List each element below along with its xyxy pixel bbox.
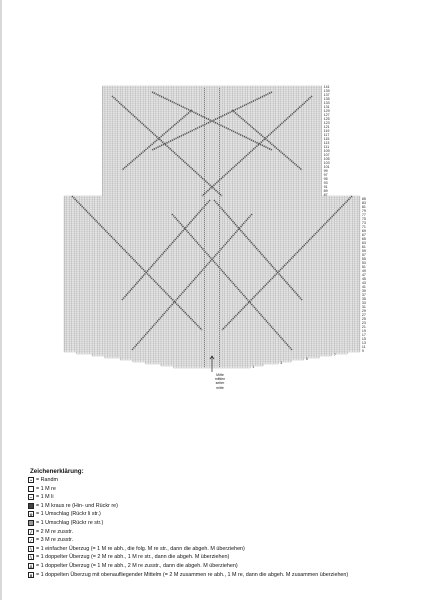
row-number: 39 [361,289,366,293]
row-number: 13 [361,341,366,345]
stitch-symbol-icon [28,486,34,492]
stitch-symbol-icon [28,503,34,509]
row-number: 27 [361,313,366,317]
legend-item-text: = Randm [36,477,59,483]
legend-item [28,529,418,538]
row-number: 87 [323,193,328,197]
row-number: 53 [361,261,366,265]
legend-item [28,563,418,572]
row-number: 17 [361,333,366,337]
stitch-symbol-icon: ∧ [29,572,33,578]
row-number: 141 [323,85,330,89]
row-number: 25 [361,317,366,321]
row-number: 45 [361,277,366,281]
row-number: 93 [323,181,328,185]
row-number: 125 [323,117,330,121]
row-number: 85 [361,197,366,201]
legend-item-text: = 1 M re [36,485,56,492]
row-number: 135 [323,97,330,101]
legend-item-text: = 1 Umschlag (Rückr li str.) [36,511,101,518]
legend-item [28,511,418,520]
row-number: 57 [361,253,366,257]
row-number: 89 [323,189,328,193]
row-number: 5 [305,357,308,361]
row-number: 113 [323,141,330,145]
legend-item-text: = 1 Umschlag (Rückr re str.) [36,519,104,526]
row-number: 49 [361,269,366,273]
row-number: 67 [361,233,366,237]
row-number: 115 [323,137,330,141]
legend-item [28,486,418,495]
center-label-line: seiter [215,381,225,386]
row-number: 43 [361,281,366,285]
row-number: 127 [323,113,330,117]
legend-item [28,520,418,529]
center-label-line: mittlen [214,377,226,382]
row-number: 133 [323,101,330,105]
row-number: 29 [361,309,366,313]
legend-item-text: = 1 M li [36,494,54,501]
row-number: 73 [361,221,366,225]
row-number: 11 [361,345,366,349]
row-number: 105 [323,157,330,161]
row-number: 15 [361,337,366,341]
row-number: 101 [323,165,330,169]
stitch-symbol-icon: o [29,512,33,518]
legend-item-text: = 1 einfacher Überzug (= 1 M re abh., die folg. M re str., dann die abgeh. M überziehen) [36,545,245,552]
row-number: 21 [361,325,366,329]
row-number: 83 [361,201,366,205]
legend-title: Zeichenerklärung: [30,468,84,475]
row-number: 55 [361,257,366,261]
legend-item-text: = 2 M re zusstr. [36,528,73,535]
row-number: 121 [323,125,330,129]
legend-item [28,537,418,546]
row-number: 111 [323,145,330,149]
row-number: 117 [323,133,330,137]
stitch-symbol-icon: ⁄ [28,537,34,543]
legend-item-text: = 1 doppelter Überzug (= 1 M re abh., 2 M re zusstr., dann die abgeh. M überziehen) [36,562,238,569]
row-number: 51 [361,265,366,269]
row-number: 75 [361,217,366,221]
legend-item-text: = 1 doppelter Überzug (= 2 M re abh., 1 M re str., dann die abgeh. M überziehen) [36,554,230,561]
row-number: 123 [323,121,330,125]
stitch-symbol-icon: / [28,529,34,535]
row-number: 61 [361,245,366,249]
row-number: 37 [361,293,366,297]
row-number: 71 [361,225,366,229]
row-number: 103 [323,161,330,165]
legend-item-text: = 1 doppelten Überzug mit obenaufliegender Mittelm (= 2 M zusammen re abh., 1 M re, dann die abgeh. M zusammen überziehen) [36,571,349,578]
legend-item-text: = 3 M re zusstr. [36,537,73,544]
row-number: 69 [361,229,366,233]
legend-item [28,572,418,587]
center-label-line: mitte [216,385,224,390]
row-number: 81 [361,205,366,209]
stitch-symbol-icon: – [29,495,33,501]
row-number: 109 [323,149,330,153]
row-number: 97 [323,173,328,177]
row-number: 9 [361,349,364,353]
row-number: 59 [361,249,366,253]
row-number: 131 [323,105,330,109]
row-number: 119 [323,129,330,133]
row-number: 41 [361,285,366,289]
row-number: 91 [323,185,328,189]
row-number: 79 [361,209,366,213]
stitch-symbol-icon: \ [28,546,34,552]
row-number: 35 [361,297,366,301]
stitch-symbol-icon [28,520,34,526]
row-number: 31 [361,305,366,309]
legend-item [28,477,418,486]
row-number: 137 [323,93,330,97]
legend-item [28,554,418,563]
stitch-symbol-icon: ⅄ [29,563,33,569]
row-number: 65 [361,237,366,241]
row-number: 3 [280,361,283,365]
row-number: 63 [361,241,366,245]
legend-item [28,503,418,512]
row-number: 107 [323,153,330,157]
legend-list [28,477,418,586]
legend-item [28,494,418,503]
row-number: 7 [333,353,336,357]
center-label-line: Mitte [216,373,224,377]
row-number: 33 [361,301,366,305]
center-marker-label [205,373,235,390]
row-number: 77 [361,213,366,217]
row-number: 47 [361,273,366,277]
row-number: 139 [323,89,330,93]
row-number: 129 [323,109,330,113]
row-number: 19 [361,329,366,333]
legend [28,468,418,586]
stitch-symbol-icon: \ [28,554,34,560]
row-number: 1 [252,365,255,369]
row-number: 95 [323,177,328,181]
row-number: 99 [323,169,328,173]
legend-item-text: = 1 M kraus re (Hin- und Rückr re) [36,502,118,509]
row-number: 23 [361,321,366,325]
stitch-symbol-icon: • [28,477,34,483]
